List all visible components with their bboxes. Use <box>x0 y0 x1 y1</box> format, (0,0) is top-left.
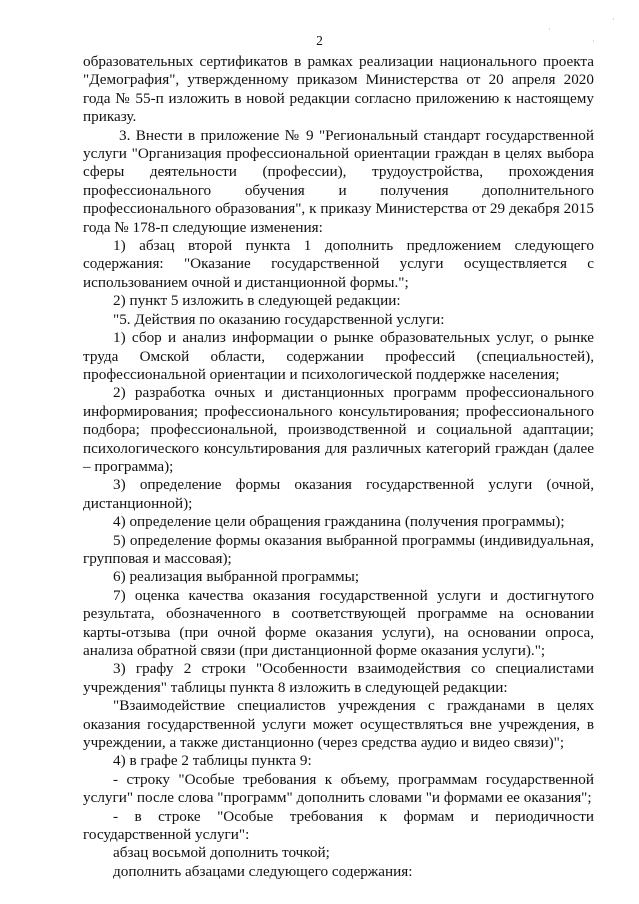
paragraph-action-4: 4) определение цели обращения гражданина (получения программы); <box>113 513 565 531</box>
paragraph-dash-2: - в строке "Особые требования к формам и периодичности государственной услуги": <box>83 807 594 844</box>
paragraph-action-3: 3) определение формы оказания государственной услуги (очной, дистанционной); <box>83 476 594 512</box>
paragraph-continuation: образовательных сертификатов в рамках реализации национального проекта "Демография", утвержденному приказом Министерства от 20 апреля 2020 года № 55-п изложить в новой редакции согласно приложению к настоящему приказу. <box>83 53 594 126</box>
paragraph-point-5-heading: "5. Действия по оказанию государственной услуги: <box>113 310 445 328</box>
paragraph-subitem-4: 4) в графе 2 таблицы пункта 9: <box>113 752 312 770</box>
paragraph-dash-1: - строку "Особые требования к объему, программам государственной услуги" после слова "программ" дополнить словами "и формами ее оказания"; <box>83 770 594 807</box>
paragraph-action-1: 1) сбор и анализ информации о рынке образовательных услуг, о рынке труда Омской области, содержании профессий (специальностей), профессиональной ориентации и психологической поддержке населения; <box>83 329 594 383</box>
paragraph-action-6: 6) реализация выбранной программы; <box>113 568 360 586</box>
paragraph-item-3: 3. Внести в приложение № 9 "Региональный стандарт государственной услуги "Организация профессиональной ориентации граждан в целях выбора сферы деятельности (профессии), трудоустройства, прохождения профессионального обучения и получения дополнительного профессионального образования", к приказу Министерства от 29 декабря 2015 года № 178-п следующие изменения: <box>83 126 594 236</box>
scan-noise-mark: · <box>592 36 595 46</box>
paragraph-subitem-3: 3) графу 2 строки "Особенности взаимодействия со специалистами учреждения" таблицы пункта 8 изложить в следующей редакции: <box>83 660 594 696</box>
paragraph-subitem-1: 1) абзац второй пункта 1 дополнить предложением следующего содержания: "Оказание государственной услуги осуществляется с использованием очной и дистанционной формы."; <box>83 237 594 291</box>
paragraph-action-5: 5) определение формы оказания выбранной программы (индивидуальная, групповая и массовая); <box>83 531 594 567</box>
paragraph-subitem-2: 2) пункт 5 изложить в следующей редакции: <box>113 292 401 310</box>
paragraph-eighth-abzac: абзац восьмой дополнить точкой; <box>113 844 330 862</box>
paragraph-add-abzacs: дополнить абзацами следующего содержания: <box>113 862 413 880</box>
document-body <box>83 53 594 881</box>
paragraph-action-7: 7) оценка качества оказания государственной услуги и достигнутого результата, обозначенного в соответствующей программе на основании карты-отзыва (при очной форме оказания услуги), на основании опроса, анализа обратной связи (при дистанционной форме оказания услуги)."; <box>83 586 594 659</box>
page-number: 2 <box>316 33 323 48</box>
scan-noise-mark: · <box>612 14 615 24</box>
scan-noise-mark: · <box>548 24 551 34</box>
paragraph-quote-interaction: "Взаимодействие специалистов учреждения с гражданами в целях оказания государственной услуги может осуществляться вне учреждения, в учреждении, а также дистанционно (через средства аудио и видео связи)"; <box>83 697 594 752</box>
paragraph-action-2: 2) разработка очных и дистанционных программ профессионального информирования; профессионального консультирования; профессионального подбора; профессиональной, производственной и социальной адаптации; психологического консультирования для различных категорий граждан (далее – программа); <box>83 384 594 475</box>
